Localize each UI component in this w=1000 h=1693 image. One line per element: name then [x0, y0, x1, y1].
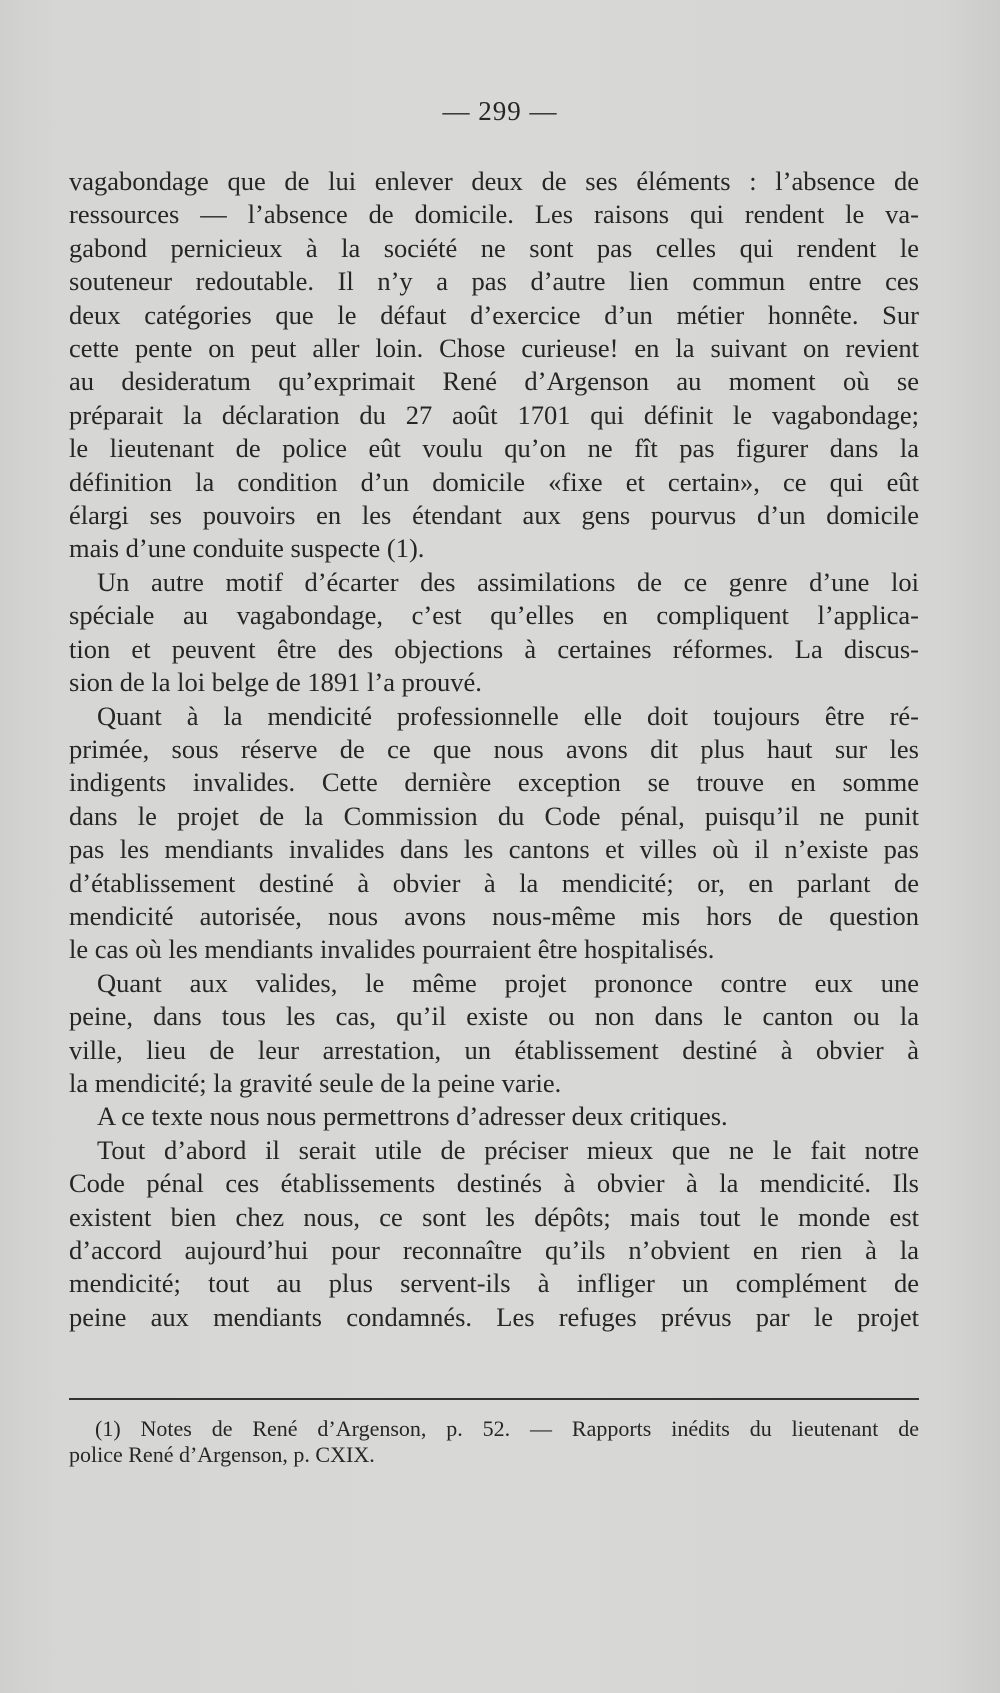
text-line: tion et peuvent être des objections à certaines réformes. La discus-: [69, 633, 919, 664]
text-line: élargi ses pouvoirs en les étendant aux gens pourvus d’un domicile: [69, 500, 919, 531]
text-line: la mendicité; la gravité seule de la peine varie.: [69, 1067, 562, 1098]
text-line: sion de la loi belge de 1891 l’a prouvé.: [69, 667, 482, 698]
text-line: indigents invalides. Cette dernière exception se trouve en somme: [69, 767, 919, 798]
footnote-line: (1) Notes de René d’Argenson, p. 52. — Rapports inédits du lieutenant de: [95, 1416, 919, 1441]
text-line: ressources — l’absence de domicile. Les raisons qui rendent le va-: [69, 199, 919, 230]
text-line: spéciale au vagabondage, c’est qu’elles en compliquent l’applica-: [69, 600, 919, 631]
text-line: peine, dans tous les cas, qu’il existe ou non dans le canton ou la: [69, 1001, 919, 1032]
text-line: le lieutenant de police eût voulu qu’on ne fît pas figurer dans la: [69, 433, 919, 464]
footnote-line: police René d’Argenson, p. CXIX.: [69, 1442, 375, 1467]
text-line: le cas où les mendiants invalides pourraient être hospitalisés.: [69, 934, 715, 965]
text-line: Code pénal ces établissements destinés à obvier à la mendicité. Ils: [69, 1168, 919, 1199]
text-line: préparait la déclaration du 27 août 1701 qui définit le vagabondage;: [69, 399, 919, 430]
text-line: dans le projet de la Commission du Code pénal, puisqu’il ne punit: [69, 800, 919, 831]
footnote: [69, 1416, 919, 1468]
text-line: A ce texte nous nous permettrons d’adresser deux critiques.: [97, 1101, 728, 1132]
text-line: vagabondage que de lui enlever deux de ses éléments : l’absence de: [69, 166, 919, 196]
text-line: peine aux mendiants condamnés. Les refuges prévus par le projet: [69, 1301, 919, 1332]
page-number: — 299 —: [442, 96, 558, 126]
text-line: au desideratum qu’exprimait René d’Argenson au moment où se: [69, 366, 919, 397]
text-line: ville, lieu de leur arrestation, un établissement destiné à obvier à: [69, 1034, 919, 1065]
text-line: mendicité; tout au plus servent-ils à infliger un complément de: [69, 1268, 919, 1299]
text-line: Quant aux valides, le même projet prononce contre eux une: [97, 967, 919, 998]
text-line: d’établissement destiné à obvier à la mendicité; or, en parlant de: [69, 867, 919, 898]
text-line: primée, sous réserve de ce que nous avons dit plus haut sur les: [69, 733, 919, 764]
text-line: gabond pernicieux à la société ne sont pas celles qui rendent le: [69, 232, 919, 263]
text-line: mendicité autorisée, nous avons nous-même mis hors de question: [69, 900, 919, 931]
text-line: Quant à la mendicité professionnelle elle doit toujours être ré-: [97, 700, 919, 731]
text-line: cette pente on peut aller loin. Chose curieuse! en la suivant on revient: [69, 333, 919, 364]
text-line: pas les mendiants invalides dans les cantons et villes où il n’existe pas: [69, 834, 919, 865]
text-line: Un autre motif d’écarter des assimilations de ce genre d’une loi: [97, 566, 919, 597]
footnote-rule: [69, 1398, 919, 1400]
text-line: deux catégories que le défaut d’exercice d’un métier honnête. Sur: [69, 299, 919, 330]
text-line: d’accord aujourd’hui pour reconnaître qu’ils n’obvient en rien à la: [69, 1235, 919, 1265]
text-line: Tout d’abord il serait utile de préciser mieux que ne le fait notre: [97, 1134, 919, 1165]
text-line: existent bien chez nous, ce sont les dépôts; mais tout le monde est: [69, 1201, 919, 1232]
text-line: définition la condition d’un domicile «fixe et certain», ce qui eût: [69, 466, 919, 497]
text-line: mais d’une conduite suspecte (1).: [69, 533, 425, 564]
text-line: souteneur redoutable. Il n’y a pas d’autre lien commun entre ces: [69, 266, 919, 297]
body-text: [69, 165, 919, 1334]
